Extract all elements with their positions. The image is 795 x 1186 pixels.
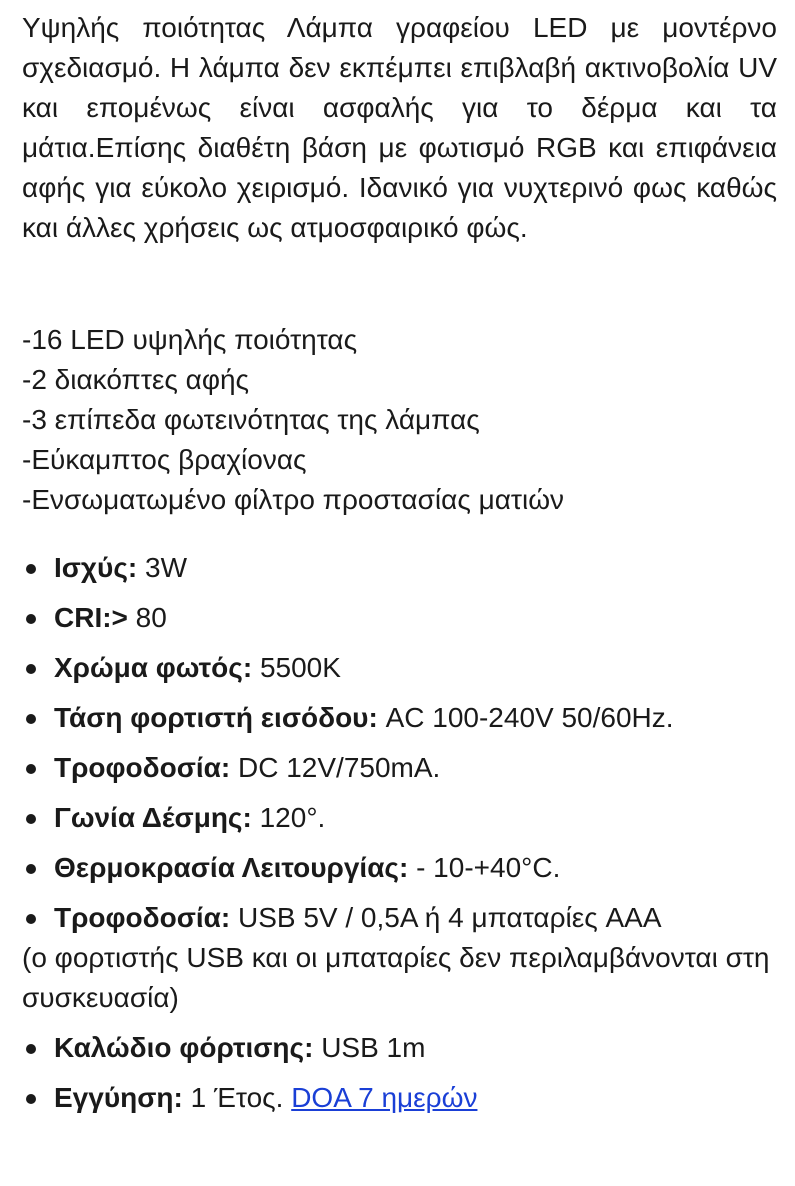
spec-value: 3W — [137, 552, 188, 583]
feature-line: -16 LED υψηλής ποιότητας — [22, 324, 358, 355]
intro-paragraph: Υψηλής ποιότητας Λάμπα γραφείου LED με μοντέρνο σχεδιασμό. Η λάμπα δεν εκπέμπει επιβλαβή ακτινοβολία UV και επομένως είναι ασφαλής για το δέρμα και τα μάτια.Επίσης διαθέτη βάση με φωτισμό RGB και επιφάνεια αφής για εύκολο χειρισμό. Ιδανικό για νυχτερινό φως καθώς και άλλες χρήσεις ως ατμοσφαιρικό φώς. — [22, 12, 777, 243]
spec-label: Θερμοκρασία Λειτουργίας: — [54, 852, 409, 883]
bullet-icon — [26, 764, 36, 774]
spec-label: Τροφοδοσία: — [54, 752, 231, 783]
feature-list — [22, 320, 777, 520]
spec-value: - 10-+40°C. — [408, 852, 561, 883]
spec-label: Τάση φορτιστή εισόδου: — [54, 702, 378, 733]
spec-item-light-color — [22, 648, 777, 688]
spec-note: (ο φορτιστής USB και οι μπαταρίες δεν περιλαμβάνονται στη συσκευασία) — [22, 942, 770, 1013]
feature-line: -Εύκαμπτος βραχίονας — [22, 444, 307, 475]
feature-line: -2 διακόπτες αφής — [22, 364, 250, 395]
spec-value: 5500K — [252, 652, 341, 683]
bullet-icon — [26, 864, 36, 874]
spec-item-power-supply-dc — [22, 748, 777, 788]
spec-label: Γωνία Δέσμης: — [54, 802, 252, 833]
spec-label: Εγγύηση: — [54, 1082, 183, 1113]
spec-item-power — [22, 548, 777, 588]
spec-item-charging-cable — [22, 1028, 777, 1068]
spec-item-warranty — [22, 1078, 777, 1118]
bullet-icon — [26, 664, 36, 674]
bullet-icon — [26, 714, 36, 724]
feature-line: -Ενσωματωμένο φίλτρο προστασίας ματιών — [22, 484, 565, 515]
spec-label: Ισχύς: — [54, 552, 138, 583]
spec-value: USB 1m — [313, 1032, 426, 1063]
spec-label: CRI:> — [54, 602, 128, 633]
spec-value: 120°. — [251, 802, 326, 833]
bullet-icon — [26, 1044, 36, 1054]
spec-item-beam-angle — [22, 798, 777, 838]
spec-value: 80 — [127, 602, 167, 633]
bullet-icon — [26, 564, 36, 574]
spec-value: 1 Έτος. — [182, 1082, 292, 1113]
spec-item-power-supply-usb — [22, 898, 777, 1018]
spec-value: AC 100-240V 50/60Hz. — [377, 702, 674, 733]
spec-label: Καλώδιο φόρτισης: — [54, 1032, 314, 1063]
doa-link[interactable]: DOA 7 ημερών — [291, 1082, 478, 1113]
spec-list — [22, 548, 777, 1118]
bullet-icon — [26, 1094, 36, 1104]
bullet-icon — [26, 814, 36, 824]
spec-item-cri — [22, 598, 777, 638]
feature-line: -3 επίπεδα φωτεινότητας της λάμπας — [22, 404, 480, 435]
bullet-icon — [26, 914, 36, 924]
spec-item-operating-temp — [22, 848, 777, 888]
spec-label: Χρώμα φωτός: — [54, 652, 253, 683]
spec-label: Τροφοδοσία: — [54, 902, 231, 933]
spec-value: USB 5V / 0,5A ή 4 μπαταρίες AAA — [230, 902, 662, 933]
spec-item-charger-input — [22, 698, 777, 738]
bullet-icon — [26, 614, 36, 624]
spec-value: DC 12V/750mA. — [230, 752, 441, 783]
